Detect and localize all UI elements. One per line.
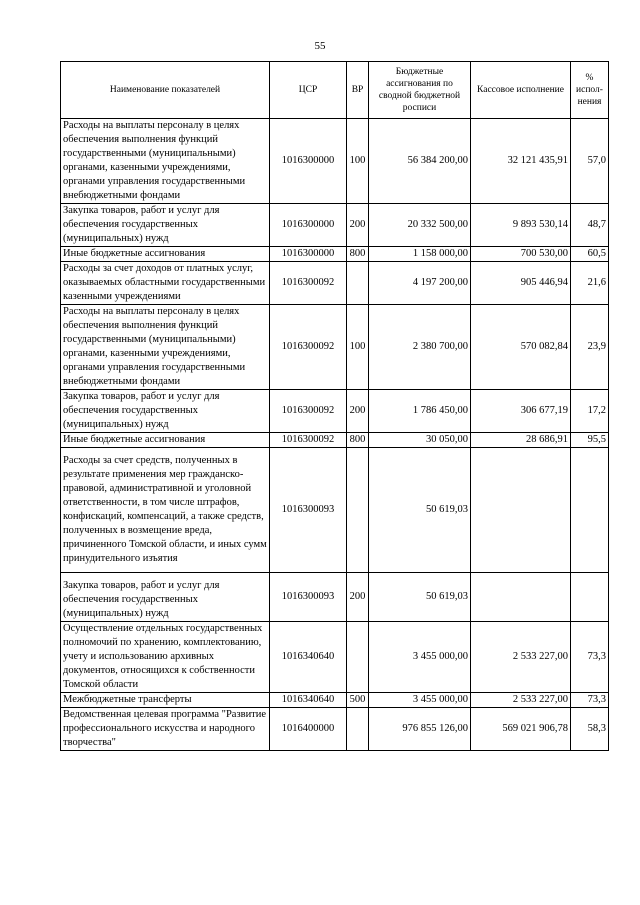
table-row xyxy=(61,119,609,204)
table-row xyxy=(61,573,609,622)
row-allocations: 3 455 000,00 xyxy=(369,622,471,693)
row-name: Расходы на выплаты персоналу в целях обеспечения выполнения функций государственными (муниципальными) органами, казенными учреждениями, органами управления государственными внебюджетными фондами xyxy=(61,305,270,390)
row-name: Закупка товаров, работ и услуг для обеспечения государственных (муниципальных) нужд xyxy=(61,390,270,433)
row-name: Межбюджетные трансферты xyxy=(61,693,270,708)
row-pct: 73,3 xyxy=(571,693,609,708)
row-pct: 48,7 xyxy=(571,204,609,247)
table-row xyxy=(61,433,609,448)
row-name: Осуществление отдельных государственных полномочий по хранению, комплектованию, учету и использованию архивных документов, относящихся к собственности Томской области xyxy=(61,622,270,693)
header-name: Наименование показателей xyxy=(61,62,270,119)
row-cash: 2 533 227,00 xyxy=(471,622,571,693)
row-csr: 1016300092 xyxy=(270,305,347,390)
row-csr: 1016300092 xyxy=(270,262,347,305)
table-row xyxy=(61,622,609,693)
row-vr: 200 xyxy=(347,390,369,433)
row-pct: 57,0 xyxy=(571,119,609,204)
table-row xyxy=(61,247,609,262)
row-pct: 23,9 xyxy=(571,305,609,390)
row-csr: 1016300093 xyxy=(270,573,347,622)
row-pct xyxy=(571,573,609,622)
row-cash: 9 893 530,14 xyxy=(471,204,571,247)
row-pct xyxy=(571,448,609,573)
row-pct: 73,3 xyxy=(571,622,609,693)
table-header xyxy=(61,62,609,119)
row-name: Расходы за счет доходов от платных услуг, оказываемых областными государственными казенными учреждениями xyxy=(61,262,270,305)
row-allocations: 1 786 450,00 xyxy=(369,390,471,433)
header-allocations: Бюджетные ассигнования по сводной бюджетной росписи xyxy=(369,62,471,119)
page-number: 55 xyxy=(314,40,326,52)
table-row xyxy=(61,204,609,247)
row-allocations: 50 619,03 xyxy=(369,448,471,573)
row-allocations: 20 332 500,00 xyxy=(369,204,471,247)
row-cash: 700 530,00 xyxy=(471,247,571,262)
row-vr xyxy=(347,448,369,573)
row-csr: 1016300092 xyxy=(270,433,347,448)
header-row xyxy=(61,62,609,119)
table-row xyxy=(61,448,609,573)
row-allocations: 3 455 000,00 xyxy=(369,693,471,708)
row-name: Расходы за счет средств, полученных в результате применения мер гражданско-правовой, административной и уголовной ответственности, в том числе штрафов, конфискаций, компенсаций, а также средств, полученных в возмещение вреда, причиненного Томской области, и иных сумм принудительного изъятия xyxy=(61,448,270,573)
budget-execution-table xyxy=(60,61,609,751)
row-csr: 1016300093 xyxy=(270,448,347,573)
table-row xyxy=(61,305,609,390)
row-csr: 1016340640 xyxy=(270,622,347,693)
row-pct: 60,5 xyxy=(571,247,609,262)
row-csr: 1016300000 xyxy=(270,247,347,262)
row-name: Иные бюджетные ассигнования xyxy=(61,433,270,448)
row-csr: 1016340640 xyxy=(270,693,347,708)
row-vr: 200 xyxy=(347,204,369,247)
row-cash: 2 533 227,00 xyxy=(471,693,571,708)
row-cash: 569 021 906,78 xyxy=(471,708,571,751)
row-vr: 200 xyxy=(347,573,369,622)
table-body xyxy=(61,119,609,751)
row-name: Ведомственная целевая программа "Развитие профессионального искусства и народного творчества" xyxy=(61,708,270,751)
row-allocations: 4 197 200,00 xyxy=(369,262,471,305)
row-cash: 306 677,19 xyxy=(471,390,571,433)
row-pct: 58,3 xyxy=(571,708,609,751)
row-cash: 28 686,91 xyxy=(471,433,571,448)
header-cash: Кассовое исполнение xyxy=(471,62,571,119)
row-name: Иные бюджетные ассигнования xyxy=(61,247,270,262)
table-row xyxy=(61,693,609,708)
table-row xyxy=(61,262,609,305)
row-csr: 1016400000 xyxy=(270,708,347,751)
row-allocations: 30 050,00 xyxy=(369,433,471,448)
row-allocations: 50 619,03 xyxy=(369,573,471,622)
row-pct: 17,2 xyxy=(571,390,609,433)
row-cash xyxy=(471,573,571,622)
row-name: Расходы на выплаты персоналу в целях обеспечения выполнения функций государственными (муниципальными) органами, казенными учреждениями, органами управления государственными внебюджетными фондами xyxy=(61,119,270,204)
header-csr: ЦСР xyxy=(270,62,347,119)
row-vr xyxy=(347,262,369,305)
row-vr xyxy=(347,708,369,751)
row-csr: 1016300092 xyxy=(270,390,347,433)
row-csr: 1016300000 xyxy=(270,119,347,204)
table-row xyxy=(61,708,609,751)
row-pct: 95,5 xyxy=(571,433,609,448)
row-vr: 500 xyxy=(347,693,369,708)
row-allocations: 976 855 126,00 xyxy=(369,708,471,751)
row-vr: 100 xyxy=(347,305,369,390)
row-vr xyxy=(347,622,369,693)
row-allocations: 56 384 200,00 xyxy=(369,119,471,204)
row-name: Закупка товаров, работ и услуг для обеспечения государственных (муниципальных) нужд xyxy=(61,204,270,247)
row-pct: 21,6 xyxy=(571,262,609,305)
row-cash: 570 082,84 xyxy=(471,305,571,390)
row-cash: 905 446,94 xyxy=(471,262,571,305)
row-csr: 1016300000 xyxy=(270,204,347,247)
row-vr: 100 xyxy=(347,119,369,204)
row-vr: 800 xyxy=(347,433,369,448)
table-row xyxy=(61,390,609,433)
row-name: Закупка товаров, работ и услуг для обеспечения государственных (муниципальных) нужд xyxy=(61,573,270,622)
header-pct: % испол-нения xyxy=(571,62,609,119)
row-vr: 800 xyxy=(347,247,369,262)
header-vr: ВР xyxy=(347,62,369,119)
row-cash: 32 121 435,91 xyxy=(471,119,571,204)
row-allocations: 2 380 700,00 xyxy=(369,305,471,390)
row-cash xyxy=(471,448,571,573)
row-allocations: 1 158 000,00 xyxy=(369,247,471,262)
